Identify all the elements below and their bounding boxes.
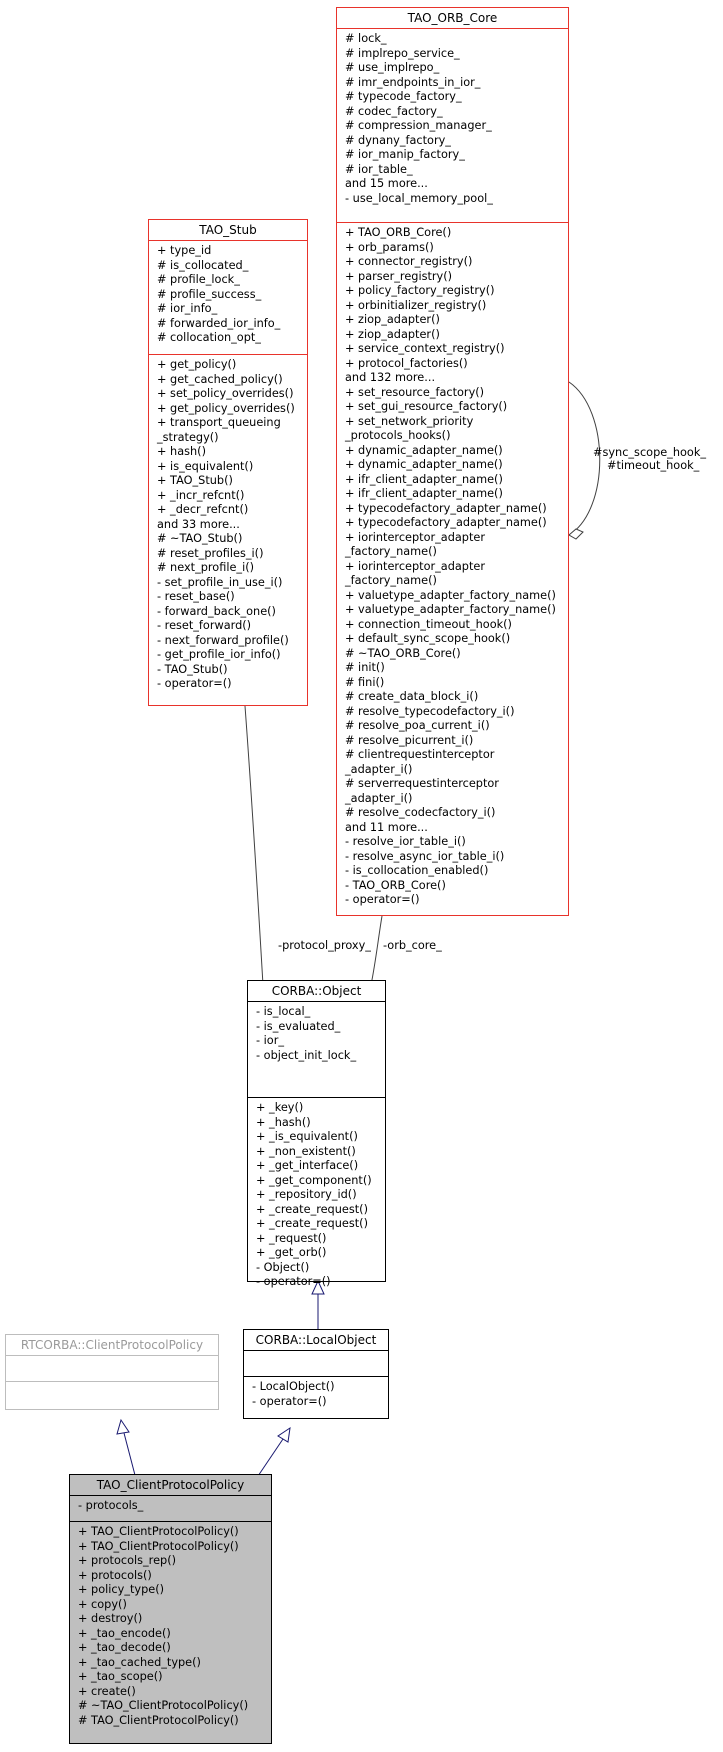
member-item: + hash() xyxy=(157,445,206,458)
member-item: # fini() xyxy=(345,675,385,689)
member-item: # codec_factory_ xyxy=(345,104,443,118)
member-item: + valuetype_adapter_factory_name() xyxy=(345,603,556,616)
class-rtcorba-clientprotocolpolicy[interactable] xyxy=(5,1334,219,1410)
member-item: - protocols_ xyxy=(78,1499,144,1512)
member-item: # forwarded_ior_info_ xyxy=(157,316,281,330)
member-item: + transport_queueing _strategy() xyxy=(157,416,281,444)
member-item: - Object() xyxy=(256,1260,310,1274)
member-item: + typecodefactory_adapter_name() xyxy=(345,516,547,529)
member-item: - get_profile_ior_info() xyxy=(157,648,281,661)
member-item: - is_local_ xyxy=(256,1005,311,1018)
class-corba-localobject[interactable] xyxy=(243,1329,389,1419)
member-item: - ior_ xyxy=(256,1034,285,1047)
orb-core-edge xyxy=(371,916,382,985)
methods-section xyxy=(244,1376,388,1412)
member-item: - is_collocation_enabled() xyxy=(345,864,489,877)
class-tao-clientprotocolpolicy[interactable] xyxy=(69,1474,272,1744)
member-item: + get_policy_overrides() xyxy=(157,401,295,415)
member-item: + _incr_refcnt() xyxy=(157,488,245,502)
member-item: # compression_manager_ xyxy=(345,119,492,132)
member-item: + destroy() xyxy=(78,1612,143,1625)
member-item: + TAO_Stub() xyxy=(157,474,233,487)
member-item: + _non_existent() xyxy=(256,1144,356,1158)
member-item: + get_policy() xyxy=(157,358,237,371)
attributes-section xyxy=(248,1001,385,1097)
member-item: # ~TAO_Stub() xyxy=(157,532,243,545)
member-item: # imr_endpoints_in_ior_ xyxy=(345,75,481,89)
class-title: TAO_Stub xyxy=(199,223,257,237)
member-item: + get_cached_policy() xyxy=(157,372,283,386)
methods-section xyxy=(70,1521,271,1731)
member-item: # resolve_poa_current_i() xyxy=(345,719,490,732)
member-item: + ziop_adapter() xyxy=(345,313,440,326)
member-item: + orb_params() xyxy=(345,240,434,254)
member-item: - TAO_ORB_Core() xyxy=(345,878,446,892)
member-item: + TAO_ORB_Core() xyxy=(345,226,452,239)
edge-label-sync-scope-hook: #sync_scope_hook_ xyxy=(593,446,707,459)
member-item: + ziop_adapter() xyxy=(345,327,440,341)
member-item: + _decr_refcnt() xyxy=(157,503,249,516)
member-item: + create() xyxy=(78,1684,136,1698)
class-title: CORBA::LocalObject xyxy=(255,1333,377,1347)
member-item: # collocation_opt_ xyxy=(157,331,261,344)
member-item: - operator=() xyxy=(252,1394,327,1408)
class-title: CORBA::Object xyxy=(271,984,362,998)
member-item: + parser_registry() xyxy=(345,269,453,283)
member-item: and 132 more... xyxy=(345,371,436,384)
member-item: + ifr_client_adapter_name() xyxy=(345,487,503,500)
edge-label-orb-core: -orb_core_ xyxy=(383,939,442,952)
member-item: # is_collocated_ xyxy=(157,258,249,272)
member-item: + set_network_priority _protocols_hooks() xyxy=(345,414,474,442)
edge-label-protocol-proxy: -protocol_proxy_ xyxy=(278,939,371,952)
member-item: - use_local_memory_pool_ xyxy=(345,191,493,205)
member-item: + dynamic_adapter_name() xyxy=(345,458,503,471)
member-item: # ~TAO_ClientProtocolPolicy() xyxy=(78,1699,249,1712)
member-item: + service_context_registry() xyxy=(345,342,505,355)
member-item: - resolve_async_ior_table_i() xyxy=(345,849,505,863)
member-item: and 33 more... xyxy=(157,517,240,531)
member-item: + _get_orb() xyxy=(256,1246,327,1259)
member-item: # clientrequestinterceptor _adapter_i() xyxy=(345,748,495,776)
member-item: # dynany_factory_ xyxy=(345,133,451,147)
methods-section xyxy=(149,354,307,695)
member-item: + _hash() xyxy=(256,1115,311,1129)
member-item: # profile_lock_ xyxy=(157,273,240,286)
member-item: + _get_component() xyxy=(256,1173,372,1187)
member-item: + protocol_factories() xyxy=(345,356,468,370)
member-item: + copy() xyxy=(78,1597,127,1611)
member-item: + policy_type() xyxy=(78,1583,165,1596)
member-item: - resolve_ior_table_i() xyxy=(345,835,466,848)
member-item: - operator=() xyxy=(256,1275,331,1288)
member-item: + typecodefactory_adapter_name() xyxy=(345,501,547,515)
member-item: + _is_equivalent() xyxy=(256,1130,358,1143)
attributes-section xyxy=(337,28,568,222)
member-item: + _request() xyxy=(256,1231,327,1245)
member-item: - next_forward_profile() xyxy=(157,633,289,647)
attributes-section xyxy=(149,240,307,354)
member-item: + dynamic_adapter_name() xyxy=(345,443,503,457)
member-item: - object_init_lock_ xyxy=(256,1048,357,1062)
class-corba-object[interactable] xyxy=(247,980,386,1288)
class-title: RTCORBA::ClientProtocolPolicy xyxy=(20,1338,204,1352)
member-item: # use_implrepo_ xyxy=(345,61,440,74)
inherit-arrow-localobject xyxy=(278,1428,290,1442)
member-item: + _repository_id() xyxy=(256,1188,357,1201)
edge-label-timeout-hook: #timeout_hook_ xyxy=(607,459,700,472)
member-item: + _tao_encode() xyxy=(78,1626,171,1640)
class-title: TAO_ClientProtocolPolicy xyxy=(96,1478,245,1492)
member-item: - is_evaluated_ xyxy=(256,1019,341,1033)
methods-section xyxy=(337,222,568,911)
member-item: # ior_table_ xyxy=(345,162,413,176)
self-association-diamond xyxy=(569,529,583,539)
member-item: + _key() xyxy=(256,1101,304,1114)
member-item: # lock_ xyxy=(345,32,387,45)
member-item: - LocalObject() xyxy=(252,1380,335,1393)
member-item: # ior_info_ xyxy=(157,302,218,315)
inherit-arrow-rtcorba xyxy=(117,1420,129,1434)
member-item: # init() xyxy=(345,661,385,674)
member-item: # ior_manip_factory_ xyxy=(345,148,465,161)
member-item: - TAO_Stub() xyxy=(157,662,228,676)
member-item: - forward_back_one() xyxy=(157,604,276,618)
attributes-section xyxy=(6,1355,218,1381)
methods-section xyxy=(6,1381,218,1409)
member-item: + type_id xyxy=(157,244,212,257)
member-item: + connection_timeout_hook() xyxy=(345,617,512,631)
member-item: and 11 more... xyxy=(345,820,428,834)
class-title: TAO_ORB_Core xyxy=(407,11,498,25)
member-item: # typecode_factory_ xyxy=(345,90,462,103)
member-item: # next_profile_i() xyxy=(157,561,255,574)
member-item: # serverrequestinterceptor _adapter_i() xyxy=(345,777,499,805)
member-item: + protocols_rep() xyxy=(78,1554,177,1567)
class-tao-stub[interactable] xyxy=(148,219,308,706)
member-item: + _get_interface() xyxy=(256,1159,359,1172)
inherit-edge-localobject-2 xyxy=(256,1439,283,1479)
member-item: + _create_request() xyxy=(256,1202,368,1216)
member-item: # reset_profiles_i() xyxy=(157,546,264,560)
member-item: + connector_registry() xyxy=(345,255,473,268)
member-item: # resolve_typecodefactory_i() xyxy=(345,704,515,718)
member-item: + TAO_ClientProtocolPolicy() xyxy=(78,1539,239,1553)
member-item: # implrepo_service_ xyxy=(345,46,460,60)
methods-section xyxy=(248,1097,385,1293)
member-item: + _tao_scope() xyxy=(78,1670,163,1683)
member-item: and 15 more... xyxy=(345,177,428,190)
member-item: + default_sync_scope_hook() xyxy=(345,632,511,645)
member-item: # resolve_picurrent_i() xyxy=(345,733,474,747)
member-item: - reset_forward() xyxy=(157,619,252,632)
member-item: # ~TAO_ORB_Core() xyxy=(345,646,461,660)
member-item: # TAO_ClientProtocolPolicy() xyxy=(78,1713,239,1727)
member-item: + _tao_decode() xyxy=(78,1641,171,1654)
attributes-section xyxy=(244,1350,388,1376)
member-item: + iorinterceptor_adapter _factory_name() xyxy=(345,530,486,558)
member-item: - operator=() xyxy=(345,893,420,906)
member-item: + protocols() xyxy=(78,1568,152,1582)
member-item: + ifr_client_adapter_name() xyxy=(345,472,503,486)
member-item: - set_profile_in_use_i() xyxy=(157,575,283,589)
attributes-section xyxy=(70,1495,271,1521)
member-item: + set_gui_resource_factory() xyxy=(345,400,508,413)
member-item: + _tao_cached_type() xyxy=(78,1655,201,1669)
member-item: + policy_factory_registry() xyxy=(345,284,495,297)
member-item: + valuetype_adapter_factory_name() xyxy=(345,588,556,602)
member-item: # profile_success_ xyxy=(157,287,262,301)
member-item: + orbinitializer_registry() xyxy=(345,298,487,312)
member-item: + iorinterceptor_adapter _factory_name() xyxy=(345,559,486,587)
member-item: + set_policy_overrides() xyxy=(157,387,294,400)
member-item: # resolve_codecfactory_i() xyxy=(345,806,496,819)
member-item: + TAO_ClientProtocolPolicy() xyxy=(78,1525,239,1538)
member-item: - operator=() xyxy=(157,677,232,690)
class-tao-orb-core[interactable] xyxy=(336,7,569,916)
inherit-edge-rtcorba xyxy=(124,1433,136,1479)
member-item: # create_data_block_i() xyxy=(345,690,479,703)
protocol-proxy-edge xyxy=(245,706,263,985)
member-item: + set_resource_factory() xyxy=(345,385,485,399)
member-item: + _create_request() xyxy=(256,1217,368,1230)
member-item: - reset_base() xyxy=(157,590,235,603)
member-item: + is_equivalent() xyxy=(157,459,254,473)
